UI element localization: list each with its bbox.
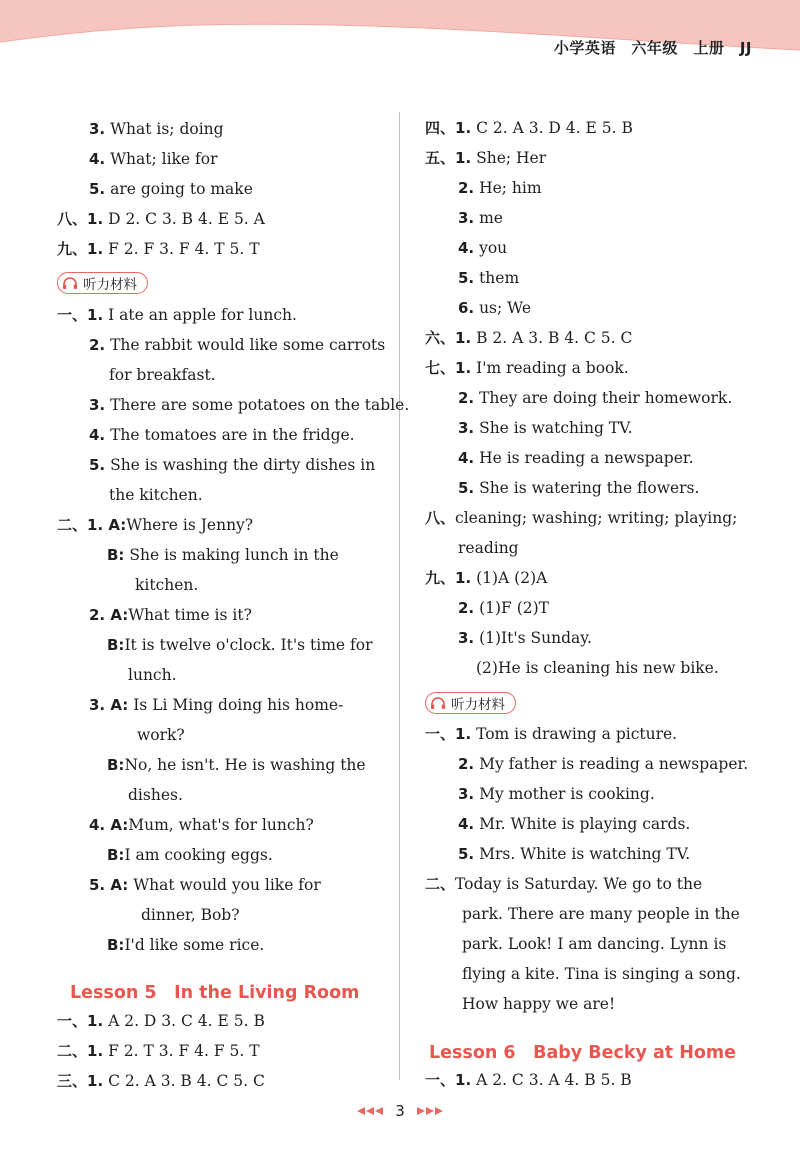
answer-line: 5. are going to make <box>89 180 253 198</box>
answer-line: 一、1. A 2. D 3. C 4. E 5. B <box>57 1012 265 1030</box>
answer-line: 2. A:What time is it? <box>89 606 252 624</box>
lesson-6-heading: Lesson 6 Baby Becky at Home <box>429 1043 737 1063</box>
answer-line: 一、1. I ate an apple for lunch. <box>57 306 297 324</box>
listening-material-badge: 听力材料 <box>57 272 148 294</box>
answer-line: 2. They are doing their homework. <box>458 389 733 407</box>
headphones-icon <box>430 696 446 710</box>
answer-line: 2. The rabbit would like some carrots <box>89 336 386 354</box>
answer-line: lunch. <box>128 666 177 684</box>
answer-line: 4. A:Mum, what's for lunch? <box>89 816 314 834</box>
answer-line: 3. A: Is Li Ming doing his home- <box>89 696 344 714</box>
answer-line: 二、1. A:Where is Jenny? <box>57 516 254 534</box>
column-divider <box>399 112 400 1080</box>
answer-line: 2. (1)F (2)T <box>458 599 550 617</box>
answer-line: B:I am cooking eggs. <box>107 846 273 864</box>
answer-line: B:No, he isn't. He is washing the <box>107 756 366 774</box>
answer-line: 二、1. F 2. T 3. F 4. F 5. T <box>57 1042 260 1060</box>
page-number: 3 <box>395 1102 405 1120</box>
answer-line: 5. A: What would you like for <box>89 876 321 894</box>
answer-line: 3. (1)It's Sunday. <box>458 629 592 647</box>
answer-line: dinner, Bob? <box>141 906 240 924</box>
answer-line: 5. She is washing the dirty dishes in <box>89 456 376 474</box>
answer-line: 3. She is watching TV. <box>458 419 633 437</box>
answer-line: park. There are many people in the <box>462 905 740 923</box>
answer-line: How happy we are! <box>462 995 616 1013</box>
answer-line: B:It is twelve o'clock. It's time for <box>107 636 373 654</box>
answer-line: 4. What; like for <box>89 150 218 168</box>
answer-line: 3. My mother is cooking. <box>458 785 655 803</box>
answer-line: 4. you <box>458 239 508 257</box>
answer-line: 三、1. C 2. A 3. B 4. C 5. C <box>57 1072 265 1090</box>
answer-line: 4. He is reading a newspaper. <box>458 449 694 467</box>
answer-line: 3. What is; doing <box>89 120 224 138</box>
answer-line: 2. He; him <box>458 179 542 197</box>
answer-line: dishes. <box>128 786 183 804</box>
answer-line: 四、1. C 2. A 3. D 4. E 5. B <box>425 119 633 137</box>
answer-line: 4. The tomatoes are in the fridge. <box>89 426 355 444</box>
answer-line: kitchen. <box>135 576 199 594</box>
answer-line: 一、1. A 2. C 3. A 4. B 5. B <box>425 1071 632 1089</box>
answer-line: flying a kite. Tina is singing a song. <box>462 965 741 983</box>
answer-line: 八、1. D 2. C 3. B 4. E 5. A <box>57 210 265 228</box>
right-arrows-icon <box>417 1107 443 1115</box>
answer-line: (2)He is cleaning his new bike. <box>476 659 719 677</box>
answer-line: 6. us; We <box>458 299 532 317</box>
answer-line: 七、1. I'm reading a book. <box>425 359 629 377</box>
answer-line: 八、cleaning; washing; writing; playing; <box>425 509 738 527</box>
answer-line: 4. Mr. White is playing cards. <box>458 815 691 833</box>
left-arrows-icon <box>357 1107 383 1115</box>
answer-line: 六、1. B 2. A 3. B 4. C 5. C <box>425 329 633 347</box>
answer-line: 五、1. She; Her <box>425 149 547 167</box>
answer-line: work? <box>137 726 185 744</box>
answer-line: B:I'd like some rice. <box>107 936 265 954</box>
answer-line: reading <box>458 539 519 557</box>
answer-line: 5. Mrs. White is watching TV. <box>458 845 691 863</box>
answer-line: B: She is making lunch in the <box>107 546 339 564</box>
lesson-5-heading: Lesson 5 In the Living Room <box>70 983 360 1003</box>
answer-line: 5. them <box>458 269 520 287</box>
answer-line: 3. me <box>458 209 503 227</box>
answer-line: 二、Today is Saturday. We go to the <box>425 875 703 893</box>
answer-line: park. Look! I am dancing. Lynn is <box>462 935 727 953</box>
listening-material-badge: 听力材料 <box>425 692 516 714</box>
header-title: 小学英语 六年级 上册 JJ <box>553 39 752 57</box>
answer-line: the kitchen. <box>109 486 203 504</box>
answer-line: 九、1. (1)A (2)A <box>425 569 548 587</box>
answer-line: for breakfast. <box>109 366 216 384</box>
answer-line: 九、1. F 2. F 3. F 4. T 5. T <box>57 240 260 258</box>
answer-line: 2. My father is reading a newspaper. <box>458 755 749 773</box>
answer-line: 一、1. Tom is drawing a picture. <box>425 725 678 743</box>
page-footer <box>0 1099 800 1123</box>
headphones-icon <box>62 276 78 290</box>
answer-line: 5. She is watering the flowers. <box>458 479 700 497</box>
answer-line: 3. There are some potatoes on the table. <box>89 396 410 414</box>
